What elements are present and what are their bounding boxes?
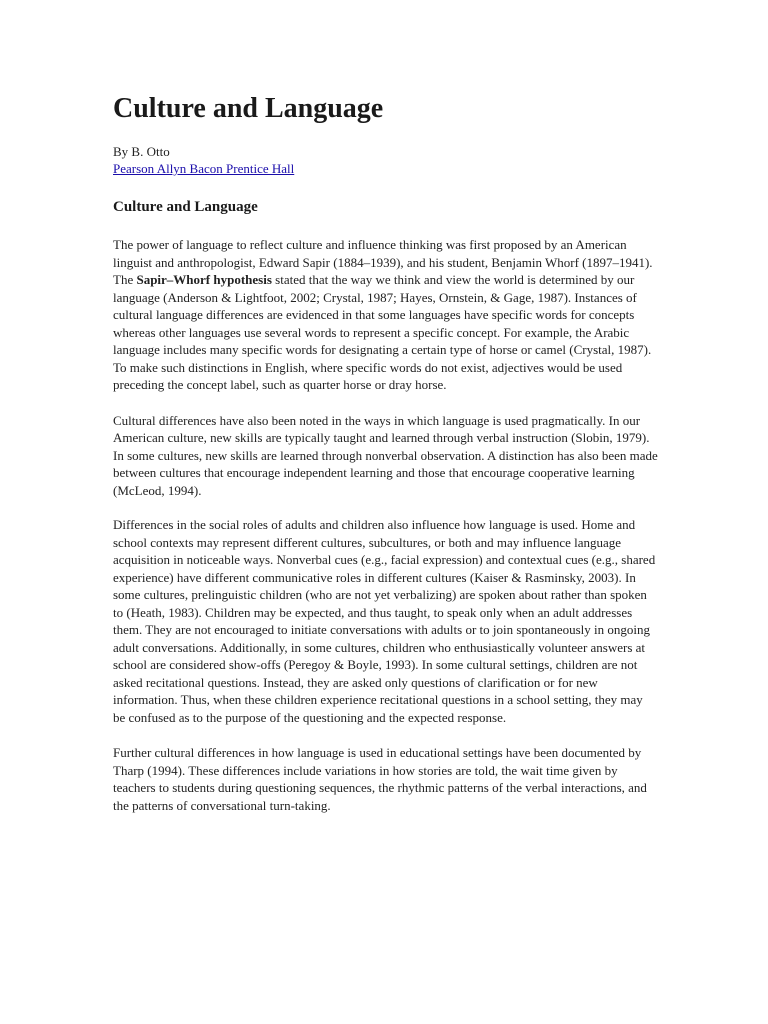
publisher-link[interactable]: Pearson Allyn Bacon Prentice Hall (113, 161, 295, 176)
paragraph-pragmatics: Cultural differences have also been noted in the ways in which language is used pragmatically. In our American culture, new skills are typically taught and learned through verbal instruction (Slobin, 1979). In some cultures, new skills are learned through nonverbal observation. A distinction has also been made between cultures that encourage independent learning and those that encourage cooperative learning (McLeod, 1994). (113, 412, 658, 498)
paragraph-social-roles: Differences in the social roles of adults and children also influence how language is used. Home and school contexts may represent different cultures, subcultures, or both and may influence language acquisition in noticeable ways. Nonverbal cues (e.g., facial expression) and contextual cues (e.g., shared experience) have different communicative roles in different cultures (Kaiser & Rasminsky, 2003). In some cultures, prelinguistic children (who are not yet verbalizing) are spoken about rather than spoken to (Heath, 1983). Children may be expected, and thus taught, to speak only when an adult addresses them. They are not encouraged to initiate conversations with adults or to join spontaneously in ongoing adult conversations. Additionally, in some cultures, children who enthusiastically volunteer answers at school are considered show-offs (Peregoy & Boyle, 1993). In some cultural settings, children are not asked recitational questions. Instead, they are asked only questions of clarification or for new information. Thus, when these children experience recitational questions in a school setting, they may be confused as to the purpose of the questioning and the expected response. (113, 517, 656, 725)
page-title: Culture and Language (113, 93, 384, 124)
author-byline: By B. Otto (113, 144, 170, 159)
paragraph-text: stated that the way we think and view the world is determined by our language (Anderson & Lightfoot, 2002; Crystal, 1987; Hayes, Ornstein, & Gage, 1987). Instances of cultural language differences are evidenced in that some languages have specific words for concepts whereas other languages use several words to represent a specific concept. For example, the Arabic language includes many specific words for designating a certain type of horse or camel (Crystal, 1987). To make such distinctions in English, where specific words do not exist, adjectives would be used preceding the concept label, such as quarter horse or dray horse. (113, 272, 652, 392)
article (113, 92, 658, 814)
section-heading: Culture and Language (113, 199, 258, 215)
paragraph-text: The power of language to reflect culture and influence thinking was first proposed by an American linguist and anthropologist, Edward Sapir (1884–1939), and his student, Benjamin Whorf (1897–1941). The (113, 237, 653, 287)
sapir-whorf-term: Sapir–Whorf hypothesis (136, 272, 272, 287)
paragraph-educational-settings: Further cultural differences in how language is used in educational settings have been documented by Tharp (1994). These differences include variations in how stories are told, the wait time given by teachers to students during questioning sequences, the rhythmic patterns of the verbal interactions, and the patterns of conversational turn-taking. (113, 745, 647, 813)
paragraph-sapir-whorf (113, 236, 658, 394)
